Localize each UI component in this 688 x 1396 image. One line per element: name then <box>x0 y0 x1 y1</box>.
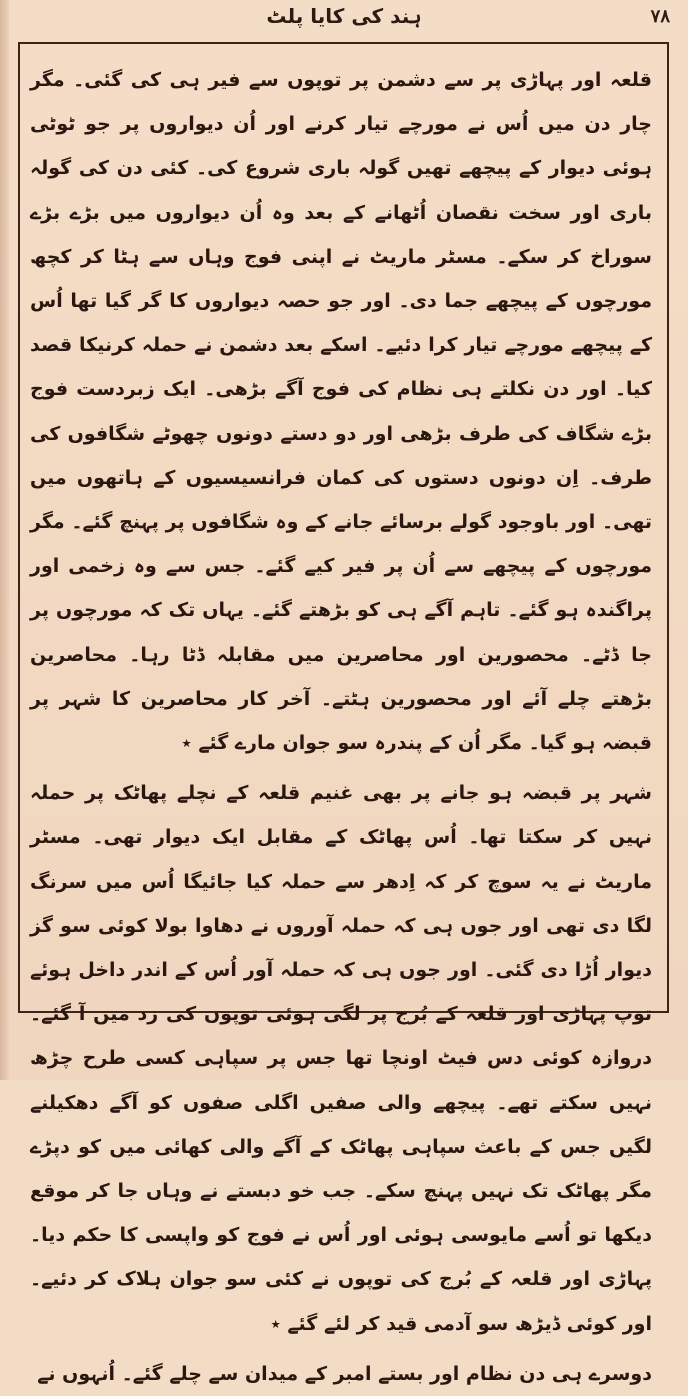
body-text <box>30 58 652 1396</box>
running-title: ہند کی کایا پلٹ <box>266 4 422 28</box>
page-binding-edge <box>0 0 9 1080</box>
paragraph-1: قلعہ اور پہاڑی پر سے دشمن پر توپوں سے فیر ہی کی گئی۔ مگر چار دن میں اُس نے مورچے تیار کرنے اور اُن دیواروں پر جو ٹوٹی ہوئی دیوار کے پیچھے تھیں گولہ باری شروع کی۔ کئی دن کی گولہ باری اور سخت نقصان اُٹھانے کے بعد وہ اُن دیواروں میں بڑے بڑے سوراخ کر سکے۔ مسٹر ماریٹ نے اپنی فوج وہاں سے ہٹا کر کچھ مورچوں کے پیچھے جما دی۔ اور جو حصہ دیواروں کا گر گیا تھا اُس کے پیچھے مورچے تیار کرا دئیے۔ اسکے بعد دشمن نے حملہ کرنیکا قصد کیا۔ اور دن نکلتے ہی نظام کی فوج آگے بڑھی۔ ایک زبردست فوج بڑے شگاف کی طرف بڑھی اور دو دستے دونوں چھوٹے شگافوں کی طرف۔ اِن دونوں دستوں کی کمان فرانسیسیوں کے ہاتھوں میں تھی۔ اور باوجود گولے برسائے جانے کے وہ شگافوں پر پہنچ گئے۔ مگر مورچوں کے پیچھے سے اُن پر فیر کیے گئے۔ جس سے وہ زخمی اور پراگندہ ہو گئے۔ تاہم آگے ہی کو بڑھتے گئے۔ یہاں تک کہ مورچوں پر جا ڈٹے۔ محصورین اور محاصرین میں مقابلہ ڈٹا رہا۔ محاصرین بڑھتے چلے آئے اور محصورین ہٹتے۔ آخر کار محاصرین کا شہر پر قبضہ ہو گیا۔ مگر اُن کے پندرہ سو جوان مارے گئے ٭ <box>30 69 652 755</box>
page-header <box>0 0 688 40</box>
paragraph-3: دوسرے ہی دن نظام اور بستے امبر کے میدان سے چلے گئے۔ اُنہوں نے <box>37 1362 652 1385</box>
page-number: ۷۸ <box>650 6 670 27</box>
paragraph-2: شہر پر قبضہ ہو جانے پر بھی غنیم قلعہ کے نچلے پھاٹک پر حملہ نہیں کر سکتا تھا۔ اُس پھاٹک کے مقابل ایک دیوار تھی۔ مسٹر ماریٹ نے یہ سوچ کر کہ اِدھر سے حملہ کیا جائیگا اُس میں سرنگ لگا دی تھی اور جوں ہی کہ حملہ آوروں نے دھاوا بولا کوئی سو گز دیوار اُڑا دی گئی۔ اور جوں ہی کہ حملہ آور اُس کے اندر داخل ہوئے توپ پہاڑی اور قلعہ کے بُرج پر لگی ہوئی توپوں کی زد میں آ گئے۔ دروازہ کوئی دس فیٹ اونچا تھا جس پر سپاہی کسی طرح چڑھ نہیں سکتے تھے۔ پیچھے والی صفیں اگلی صفوں کو آگے دھکیلنے لگیں جس کے باعث سپاہی پھاٹک کے آگے والی کھائی میں کو دپڑے مگر پھاٹک تک نہیں پہنچ سکے۔ جب خو دبستے نے وہاں جا کر موقع دیکھا تو اُسے مایوسی ہوئی اور اُس نے فوج کو واپسی کا حکم دیا۔ پہاڑی اور قلعہ کے بُرج کی توپوں نے کئی سو جوان ہلاک کر دئیے۔ اور کوئی ڈیڑھ سو آدمی قید کر لئے گئے ٭ <box>30 782 652 1335</box>
